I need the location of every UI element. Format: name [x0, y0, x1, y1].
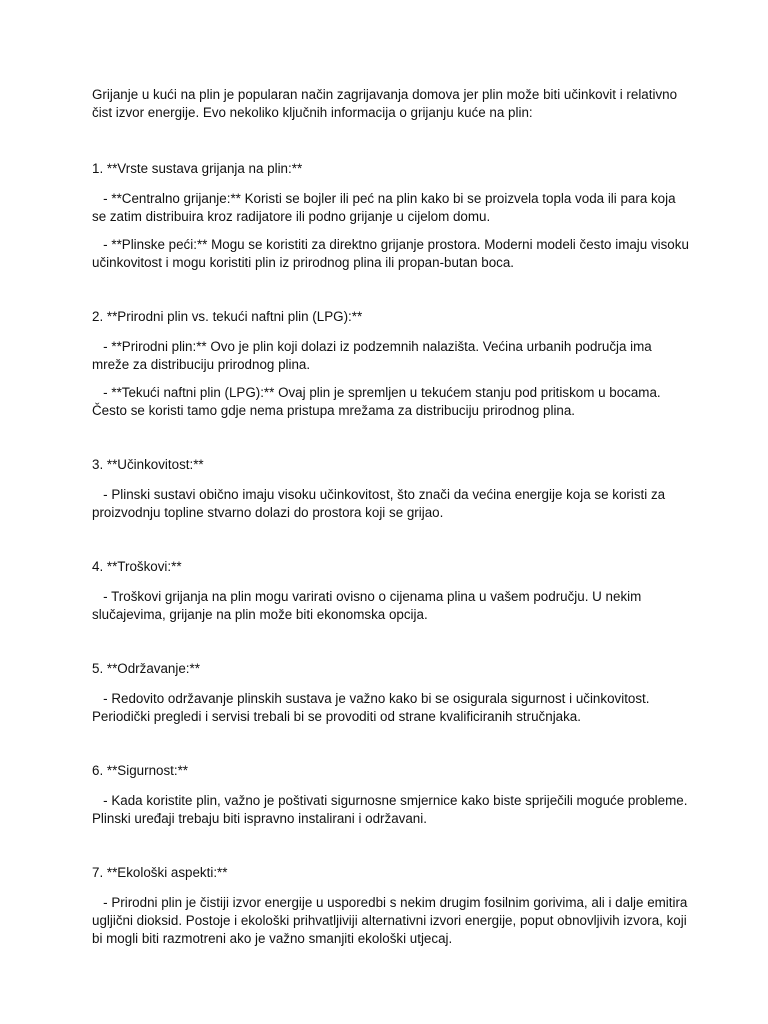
section-safety	[92, 762, 692, 828]
section-heading: 6. **Sigurnost:**	[92, 763, 189, 778]
section-paragraph: - **Centralno grijanje:** Koristi se bojler ili peć na plin kako bi se proizvela topla voda ili para koja se zatim distribuira kroz radijatore ili podno grijanje u cijelom domu.	[92, 191, 680, 224]
section-paragraph: - **Plinske peći:** Mogu se koristiti za direktno grijanje prostora. Moderni modeli često imaju visoku učinkovitost i mogu koristiti plin iz prirodnog plina ili propan-butan boca.	[92, 237, 693, 270]
section-heading: 3. **Učinkovitost:**	[92, 457, 204, 472]
section-heading: 5. **Održavanje:**	[92, 661, 200, 676]
section-costs	[92, 558, 692, 624]
section-paragraph: - Redovito održavanje plinskih sustava je važno kako bi se osigurala sigurnost i učinkovitost. Periodički pregledi i servisi trebali bi se provoditi od strane kvalificiranih stručnjaka.	[92, 691, 654, 724]
section-paragraph: - Troškovi grijanja na plin mogu varirati ovisno o cijenama plina u vašem području. U nekim slučajevima, grijanje na plin može biti ekonomska opcija.	[92, 589, 646, 622]
section-paragraph: - Kada koristite plin, važno je poštivati sigurnosne smjernice kako biste spriječili moguće probleme. Plinski uređaji trebaju biti ispravno instalirani i održavani.	[92, 793, 692, 826]
section-paragraph: - **Tekući naftni plin (LPG):** Ovaj plin je spremljen u tekućem stanju pod pritiskom u bocama. Često se koristi tamo gdje nema pristupa mrežama za distribuciju prirodnog plina.	[92, 385, 665, 418]
section-gas-types	[92, 308, 692, 420]
section-heading: 1. **Vrste sustava grijanja na plin:**	[92, 161, 303, 176]
section-heading: 4. **Troškovi:**	[92, 559, 182, 574]
section-paragraph: - Plinski sustavi obično imaju visoku učinkovitost, što znači da većina energije koja se koristi za proizvodnju topline stvarno dolazi do prostora koji se grijao.	[92, 487, 669, 520]
section-heading: 7. **Ekološki aspekti:**	[92, 865, 228, 880]
section-heading: 2. **Prirodni plin vs. tekući naftni plin (LPG):**	[92, 309, 363, 324]
section-paragraph: - **Prirodni plin:** Ovo je plin koji dolazi iz podzemnih nalazišta. Većina urbanih područja ima mreže za distribuciju prirodnog plina.	[92, 339, 656, 372]
section-ecology	[92, 864, 692, 948]
section-heating-systems	[92, 160, 692, 272]
document-page	[92, 86, 692, 948]
intro-paragraph: Grijanje u kući na plin je popularan način zagrijavanja domova jer plin može biti učinkovit i relativno čist izvor energije. Evo nekoliko ključnih informacija o grijanju kuće na plin:	[92, 87, 678, 120]
section-efficiency	[92, 456, 692, 522]
section-paragraph: - Prirodni plin je čistiji izvor energije u usporedbi s nekim drugim fosilnim gorivima, ali i dalje emitira ugljični dioksid. Postoje i ekološki prihvatljiviji alternativni izvori energije, poput obnovljivih izvora, koji bi mogli biti razmotreni ako je važno smanjiti ekološki utjecaj.	[92, 895, 692, 946]
section-maintenance	[92, 660, 692, 726]
